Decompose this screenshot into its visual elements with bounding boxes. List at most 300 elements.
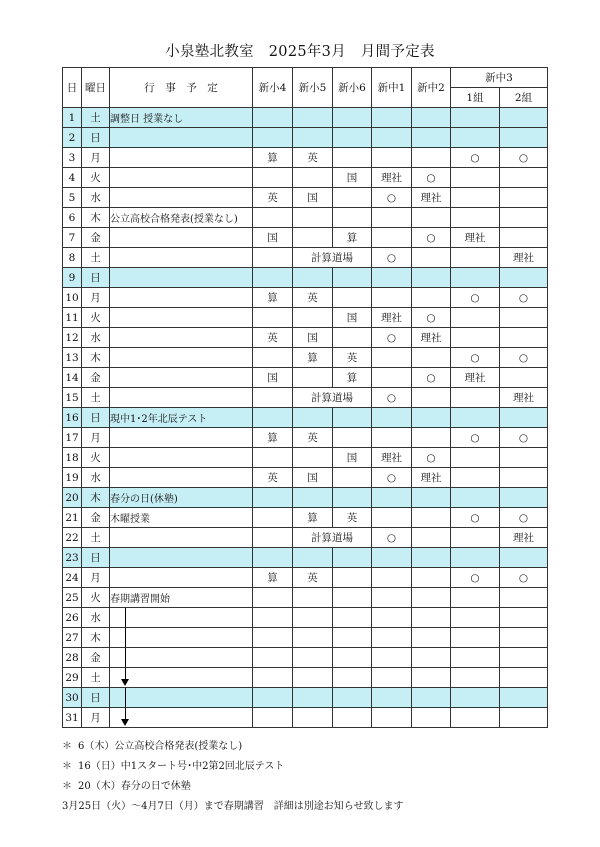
class-shou4-cell: 英 <box>253 468 293 488</box>
table-row <box>63 368 548 388</box>
class-chu3-g2-cell: 理社 <box>500 388 548 408</box>
class-chu2-cell: ○ <box>412 448 451 468</box>
class-chu2-cell <box>412 588 451 608</box>
class-chu2-cell <box>412 708 451 728</box>
class-chu1-cell <box>372 288 412 308</box>
class-chu3-g2-cell <box>500 488 548 508</box>
class-shou6-cell <box>333 288 372 308</box>
class-chu1-cell <box>372 628 412 648</box>
note-bullet: ＊ <box>62 761 72 772</box>
weekday: 土 <box>82 528 110 548</box>
class-shou5-cell <box>293 608 333 628</box>
class-shou5-cell <box>293 488 333 508</box>
table-row <box>63 588 548 608</box>
class-chu3-g2-cell <box>500 408 548 428</box>
class-shou5-cell: 計算道場 <box>293 388 372 408</box>
class-chu3-g2-cell <box>500 368 548 388</box>
day-number: 26 <box>63 608 82 628</box>
class-shou5-cell: 英 <box>293 428 333 448</box>
class-shou4-cell <box>253 708 293 728</box>
class-chu3-g1-cell <box>451 688 500 708</box>
class-chu1-cell: 理社 <box>372 308 412 328</box>
day-number: 14 <box>63 368 82 388</box>
event-cell <box>110 368 253 388</box>
class-chu3-g2-cell: ○ <box>500 288 548 308</box>
arrow-line-icon <box>125 608 126 627</box>
table-row <box>63 248 548 268</box>
class-chu2-cell: ○ <box>412 168 451 188</box>
class-shou5-cell <box>293 688 333 708</box>
class-chu3-g2-cell <box>500 648 548 668</box>
day-number: 10 <box>63 288 82 308</box>
class-shou5-cell: 国 <box>293 328 333 348</box>
day-number: 2 <box>63 128 82 148</box>
table-row <box>63 508 548 528</box>
event-cell <box>110 548 253 568</box>
class-shou6-cell <box>333 488 372 508</box>
class-shou4-cell: 国 <box>253 368 293 388</box>
class-chu1-cell <box>372 408 412 428</box>
class-shou5-cell <box>293 648 333 668</box>
class-chu3-g2-cell <box>500 168 548 188</box>
weekday: 月 <box>82 288 110 308</box>
class-shou5-cell <box>293 128 333 148</box>
class-chu3-g1-cell: ○ <box>451 148 500 168</box>
class-chu1-cell: ○ <box>372 188 412 208</box>
event-cell <box>110 128 253 148</box>
class-chu1-cell <box>372 708 412 728</box>
weekday: 水 <box>82 608 110 628</box>
class-shou4-cell <box>253 488 293 508</box>
day-number: 12 <box>63 328 82 348</box>
class-chu3-g1-cell <box>451 648 500 668</box>
arrow-down-icon <box>121 679 129 686</box>
class-shou4-cell <box>253 168 293 188</box>
event-cell: 春期講習開始 <box>110 588 253 608</box>
class-chu3-g1-cell <box>451 488 500 508</box>
class-shou4-cell <box>253 128 293 148</box>
class-chu1-cell <box>372 108 412 128</box>
class-shou5-cell <box>293 308 333 328</box>
header-shou6: 新小6 <box>333 68 372 108</box>
class-shou5-cell <box>293 448 333 468</box>
class-shou6-cell <box>333 268 372 288</box>
weekday: 日 <box>82 128 110 148</box>
event-cell <box>110 168 253 188</box>
table-row <box>63 148 548 168</box>
class-chu2-cell: 理社 <box>412 328 451 348</box>
notes <box>62 737 404 817</box>
arrow-line-icon <box>125 648 126 667</box>
event-cell <box>110 528 253 548</box>
day-number: 1 <box>63 108 82 128</box>
class-chu3-g2-cell: 理社 <box>500 248 548 268</box>
weekday: 日 <box>82 548 110 568</box>
class-chu3-g1-cell: ○ <box>451 568 500 588</box>
schedule-body <box>63 108 548 728</box>
class-chu1-cell <box>372 148 412 168</box>
class-chu1-cell: ○ <box>372 248 412 268</box>
class-chu2-cell <box>412 428 451 448</box>
weekday: 月 <box>82 568 110 588</box>
class-shou5-cell <box>293 208 333 228</box>
class-chu3-g1-cell <box>451 708 500 728</box>
class-shou6-cell <box>333 408 372 428</box>
class-shou4-cell <box>253 348 293 368</box>
day-number: 21 <box>63 508 82 528</box>
event-cell <box>110 328 253 348</box>
class-chu1-cell <box>372 208 412 228</box>
class-chu1-cell <box>372 268 412 288</box>
class-shou6-cell <box>333 148 372 168</box>
class-shou6-cell: 算 <box>333 228 372 248</box>
class-chu2-cell <box>412 668 451 688</box>
class-chu2-cell <box>412 408 451 428</box>
class-chu3-g2-cell <box>500 628 548 648</box>
class-shou4-cell: 英 <box>253 188 293 208</box>
page-title: 小泉塾北教室 2025年3月 月間予定表 <box>165 44 435 60</box>
event-cell <box>110 668 253 688</box>
event-cell <box>110 648 253 668</box>
weekday: 金 <box>82 648 110 668</box>
day-number: 29 <box>63 668 82 688</box>
class-shou5-cell <box>293 668 333 688</box>
class-chu1-cell <box>372 368 412 388</box>
class-shou4-cell <box>253 588 293 608</box>
event-cell <box>110 288 253 308</box>
weekday: 日 <box>82 408 110 428</box>
class-chu3-g2-cell <box>500 668 548 688</box>
weekday: 水 <box>82 468 110 488</box>
class-shou5-cell: 算 <box>293 508 333 528</box>
class-chu3-g2-cell <box>500 588 548 608</box>
event-cell <box>110 608 253 628</box>
class-chu2-cell <box>412 208 451 228</box>
event-cell <box>110 628 253 648</box>
table-row <box>63 268 548 288</box>
weekday: 土 <box>82 388 110 408</box>
class-shou5-cell <box>293 708 333 728</box>
class-shou5-cell: 国 <box>293 188 333 208</box>
table-row <box>63 328 548 348</box>
class-chu1-cell <box>372 668 412 688</box>
class-chu2-cell <box>412 548 451 568</box>
table-row <box>63 208 548 228</box>
day-number: 31 <box>63 708 82 728</box>
weekday: 日 <box>82 268 110 288</box>
class-shou6-cell <box>333 548 372 568</box>
class-chu3-g2-cell <box>500 268 548 288</box>
class-shou6-cell: 国 <box>333 448 372 468</box>
class-shou4-cell: 算 <box>253 148 293 168</box>
class-chu2-cell <box>412 628 451 648</box>
class-chu3-g1-cell <box>451 408 500 428</box>
class-chu3-g1-cell <box>451 528 500 548</box>
class-shou4-cell: 英 <box>253 328 293 348</box>
weekday: 水 <box>82 328 110 348</box>
class-chu3-g1-cell <box>451 468 500 488</box>
class-shou5-cell: 計算道場 <box>293 528 372 548</box>
event-cell <box>110 308 253 328</box>
class-shou6-cell <box>333 208 372 228</box>
class-shou4-cell <box>253 648 293 668</box>
class-chu3-g2-cell <box>500 708 548 728</box>
table-row <box>63 188 548 208</box>
class-chu1-cell <box>372 588 412 608</box>
class-chu3-g1-cell <box>451 128 500 148</box>
class-shou5-cell: 国 <box>293 468 333 488</box>
header-chu3: 新中3 <box>451 68 548 88</box>
class-chu2-cell <box>412 248 451 268</box>
class-chu3-g2-cell <box>500 468 548 488</box>
day-number: 15 <box>63 388 82 408</box>
class-shou4-cell <box>253 388 293 408</box>
class-chu1-cell: ○ <box>372 388 412 408</box>
weekday: 金 <box>82 508 110 528</box>
weekday: 金 <box>82 368 110 388</box>
class-chu2-cell <box>412 108 451 128</box>
class-chu3-g2-cell <box>500 208 548 228</box>
class-chu3-g1-cell: 理社 <box>451 228 500 248</box>
event-cell <box>110 348 253 368</box>
header-shou5: 新小5 <box>293 68 333 108</box>
class-chu3-g2-cell <box>500 188 548 208</box>
class-chu3-g1-cell <box>451 208 500 228</box>
weekday: 土 <box>82 248 110 268</box>
day-number: 18 <box>63 448 82 468</box>
note-line <box>62 757 404 777</box>
event-cell: 公立高校合格発表(授業なし) <box>110 208 253 228</box>
class-chu2-cell: 理社 <box>412 468 451 488</box>
day-number: 8 <box>63 248 82 268</box>
table-row <box>63 288 548 308</box>
class-chu3-g1-cell: ○ <box>451 508 500 528</box>
class-chu2-cell <box>412 488 451 508</box>
class-chu1-cell <box>372 348 412 368</box>
class-chu3-g2-cell: ○ <box>500 348 548 368</box>
table-row <box>63 228 548 248</box>
weekday: 水 <box>82 188 110 208</box>
class-chu1-cell: 理社 <box>372 168 412 188</box>
class-chu3-g1-cell <box>451 188 500 208</box>
weekday: 木 <box>82 628 110 648</box>
weekday: 土 <box>82 108 110 128</box>
note-text: 16（日）中1スタート号･中2第2回北辰テスト <box>78 761 285 772</box>
class-shou4-cell <box>253 448 293 468</box>
day-number: 25 <box>63 588 82 608</box>
day-number: 7 <box>63 228 82 248</box>
event-cell <box>110 568 253 588</box>
class-shou4-cell <box>253 528 293 548</box>
class-shou4-cell <box>253 408 293 428</box>
table-row <box>63 108 548 128</box>
class-shou4-cell: 国 <box>253 228 293 248</box>
weekday: 火 <box>82 168 110 188</box>
class-chu3-g1-cell <box>451 608 500 628</box>
class-shou5-cell: 計算道場 <box>293 248 372 268</box>
class-chu1-cell <box>372 568 412 588</box>
class-chu2-cell: 理社 <box>412 188 451 208</box>
class-chu2-cell: ○ <box>412 368 451 388</box>
day-number: 24 <box>63 568 82 588</box>
class-chu2-cell <box>412 568 451 588</box>
class-shou6-cell <box>333 128 372 148</box>
event-cell <box>110 188 253 208</box>
event-cell <box>110 448 253 468</box>
weekday: 月 <box>82 148 110 168</box>
arrow-down-icon <box>121 719 129 726</box>
note-bullet: ＊ <box>62 741 72 752</box>
class-shou6-cell <box>333 188 372 208</box>
class-shou4-cell <box>253 668 293 688</box>
class-chu2-cell <box>412 648 451 668</box>
day-number: 9 <box>63 268 82 288</box>
class-shou6-cell: 英 <box>333 508 372 528</box>
class-shou6-cell <box>333 108 372 128</box>
table-row <box>63 488 548 508</box>
day-number: 17 <box>63 428 82 448</box>
weekday: 月 <box>82 428 110 448</box>
class-chu1-cell <box>372 228 412 248</box>
table-row <box>63 428 548 448</box>
class-chu1-cell <box>372 688 412 708</box>
class-chu1-cell: ○ <box>372 528 412 548</box>
weekday: 金 <box>82 228 110 248</box>
weekday: 日 <box>82 688 110 708</box>
table-row <box>63 688 548 708</box>
event-cell <box>110 688 253 708</box>
event-cell <box>110 388 253 408</box>
class-shou4-cell <box>253 548 293 568</box>
class-chu1-cell <box>372 128 412 148</box>
class-shou6-cell <box>333 588 372 608</box>
class-chu3-g2-cell: ○ <box>500 568 548 588</box>
table-row <box>63 548 548 568</box>
table-row <box>63 608 548 628</box>
header-weekday: 曜日 <box>82 68 110 108</box>
table-row <box>63 708 548 728</box>
class-chu3-g1-cell <box>451 448 500 468</box>
event-cell <box>110 228 253 248</box>
class-shou6-cell <box>333 668 372 688</box>
class-chu2-cell <box>412 528 451 548</box>
header-shou4: 新小4 <box>253 68 293 108</box>
class-shou4-cell: 算 <box>253 568 293 588</box>
class-chu3-g2-cell <box>500 548 548 568</box>
event-cell <box>110 428 253 448</box>
arrow-line-icon <box>125 688 126 707</box>
event-cell <box>110 148 253 168</box>
class-chu3-g2-cell <box>500 448 548 468</box>
header-chu1: 新中1 <box>372 68 412 108</box>
class-shou5-cell <box>293 228 333 248</box>
class-chu2-cell <box>412 268 451 288</box>
event-cell: 春分の日(休塾) <box>110 488 253 508</box>
class-shou5-cell <box>293 268 333 288</box>
event-cell <box>110 268 253 288</box>
table-row <box>63 648 548 668</box>
header-event: 行 事 予 定 <box>110 68 253 108</box>
class-chu3-g2-cell <box>500 328 548 348</box>
class-shou5-cell <box>293 588 333 608</box>
class-chu3-g2-cell: ○ <box>500 428 548 448</box>
class-chu3-g2-cell: ○ <box>500 508 548 528</box>
header-day: 日 <box>63 68 82 108</box>
weekday: 火 <box>82 448 110 468</box>
class-shou6-cell: 国 <box>333 308 372 328</box>
class-chu3-g2-cell <box>500 608 548 628</box>
table-row <box>63 448 548 468</box>
note-bullet: ＊ <box>62 781 72 792</box>
class-shou4-cell <box>253 248 293 268</box>
class-shou5-cell <box>293 108 333 128</box>
class-chu1-cell: ○ <box>372 468 412 488</box>
class-chu2-cell: ○ <box>412 308 451 328</box>
table-row <box>63 628 548 648</box>
day-number: 23 <box>63 548 82 568</box>
class-chu1-cell <box>372 488 412 508</box>
header-chu3-group2: 2組 <box>500 88 548 108</box>
class-chu3-g1-cell <box>451 308 500 328</box>
weekday: 火 <box>82 588 110 608</box>
weekday: 木 <box>82 488 110 508</box>
class-chu1-cell <box>372 548 412 568</box>
class-chu3-g1-cell: ○ <box>451 288 500 308</box>
table-row <box>63 168 548 188</box>
weekday: 木 <box>82 348 110 368</box>
table-row <box>63 568 548 588</box>
note-line <box>62 777 404 797</box>
class-shou6-cell <box>333 328 372 348</box>
class-shou6-cell <box>333 688 372 708</box>
class-shou5-cell: 英 <box>293 568 333 588</box>
class-shou6-cell <box>333 628 372 648</box>
class-shou4-cell <box>253 508 293 528</box>
table-row <box>63 388 548 408</box>
class-shou5-cell <box>293 408 333 428</box>
class-chu3-g1-cell <box>451 548 500 568</box>
class-chu1-cell <box>372 608 412 628</box>
table-row <box>63 348 548 368</box>
class-shou5-cell <box>293 168 333 188</box>
event-cell: 現中1･2年北辰テスト <box>110 408 253 428</box>
class-chu3-g2-cell <box>500 228 548 248</box>
event-cell <box>110 468 253 488</box>
class-shou6-cell <box>333 648 372 668</box>
event-cell: 木曜授業 <box>110 508 253 528</box>
class-chu3-g1-cell <box>451 268 500 288</box>
class-shou4-cell <box>253 628 293 648</box>
class-shou6-cell: 英 <box>333 348 372 368</box>
class-shou5-cell: 算 <box>293 348 333 368</box>
weekday: 月 <box>82 708 110 728</box>
table-row <box>63 528 548 548</box>
event-cell: 調整日 授業なし <box>110 108 253 128</box>
day-number: 5 <box>63 188 82 208</box>
class-chu3-g2-cell: ○ <box>500 148 548 168</box>
class-shou6-cell: 算 <box>333 368 372 388</box>
table-row <box>63 128 548 148</box>
class-chu2-cell <box>412 608 451 628</box>
table-row <box>63 308 548 328</box>
class-chu3-g1-cell <box>451 108 500 128</box>
class-chu3-g1-cell: ○ <box>451 428 500 448</box>
class-chu1-cell <box>372 508 412 528</box>
day-number: 28 <box>63 648 82 668</box>
class-shou5-cell: 英 <box>293 148 333 168</box>
day-number: 13 <box>63 348 82 368</box>
weekday: 土 <box>82 668 110 688</box>
